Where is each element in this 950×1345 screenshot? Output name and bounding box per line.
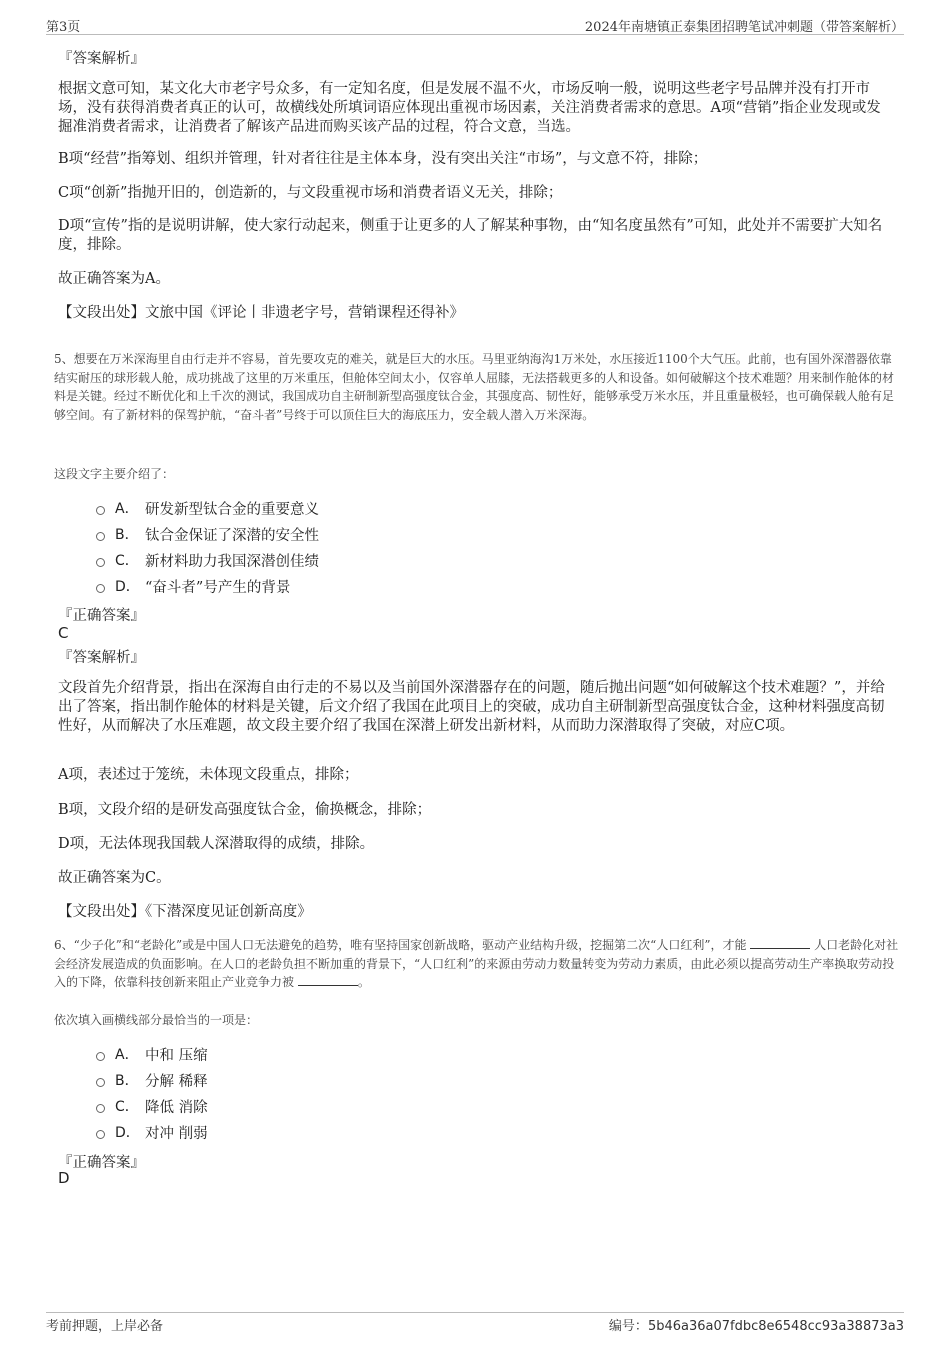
radio-icon[interactable] xyxy=(96,1078,105,1087)
option-text: “奋斗者”号产生的背景 xyxy=(145,579,291,596)
radio-icon[interactable] xyxy=(96,1052,105,1061)
option-key: A． xyxy=(115,501,139,517)
analysis-conclusion: 故正确答案为C。 xyxy=(58,870,171,886)
stem-part: 6、“少子化”和“老龄化”或是中国人口无法避免的趋势，唯有坚持国家创新战略，驱动产业结构升级，挖掘第二次“人口红利”，才能 xyxy=(54,938,747,952)
code-label: 编号： xyxy=(608,1319,648,1334)
option-a[interactable] xyxy=(96,1043,208,1065)
option-c[interactable] xyxy=(96,1095,208,1117)
radio-icon[interactable] xyxy=(96,532,105,541)
option-b[interactable] xyxy=(96,523,319,545)
correct-answer-label: 『正确答案』 xyxy=(58,608,145,624)
option-text: 降低 消除 xyxy=(145,1099,208,1116)
question-prompt: 依次填入画横线部分最恰当的一项是： xyxy=(54,1013,259,1027)
document-title: 2024年南塘镇正泰集团招聘笔试冲刺题（带答案解析） xyxy=(584,20,904,35)
correct-answer: D xyxy=(58,1169,70,1187)
option-text: 中和 压缩 xyxy=(145,1047,208,1064)
option-key: A． xyxy=(115,1047,139,1063)
correct-answer-label: 『正确答案』 xyxy=(58,1155,145,1171)
option-text: 新材料助力我国深潜创佳绩 xyxy=(145,553,319,570)
option-text: 分解 稀释 xyxy=(145,1073,208,1090)
option-text: 研发新型钛合金的重要意义 xyxy=(145,501,319,518)
option-key: B． xyxy=(115,527,139,543)
option-d[interactable] xyxy=(96,1121,208,1143)
question-stem xyxy=(54,936,899,992)
option-d[interactable] xyxy=(96,575,290,597)
analysis-paragraph: A项，表述过于笼统，未体现文段重点，排除； xyxy=(58,767,359,783)
option-key: D． xyxy=(115,1125,140,1141)
option-key: D． xyxy=(115,579,140,595)
option-text: 钛合金保证了深潜的安全性 xyxy=(145,527,319,544)
analysis-conclusion: 故正确答案为A。 xyxy=(58,271,170,287)
question-prompt: 这段文字主要介绍了： xyxy=(54,467,175,481)
radio-icon[interactable] xyxy=(96,584,105,593)
fill-blank xyxy=(298,973,358,986)
radio-icon[interactable] xyxy=(96,1104,105,1113)
option-a[interactable] xyxy=(96,497,319,519)
page-footer xyxy=(46,1312,904,1335)
analysis-paragraph: 根据文意可知，某文化大市老字号众多，有一定知名度，但是发展不温不火，市场反响一般，说明这些老字号品牌并没有打开市场，没有获得消费者真正的认可，故横线处所填词语应体现出重视市场因素，关注消费者需求的意思。A项“营销”指企业发现或发掘准消费者需求，让消费者了解该产品进而购买该产品的过程，符合文意，当选。 xyxy=(58,81,881,135)
footer-slogan: 考前押题，上岸必备 xyxy=(46,1319,164,1334)
stem-part: 人口老龄化对社会经济发展造成的负面影响。在人口的老龄负担不断加重的背景下，“人口红利”的来源由劳动力数量转变为劳动力素质，由此必须以提高劳动生产率换取劳动投入的下降，依靠科技创新来阻止产业竞争力被 xyxy=(54,938,899,989)
radio-icon[interactable] xyxy=(96,1130,105,1139)
analysis-label: 『答案解析』 xyxy=(58,51,145,67)
option-key: C． xyxy=(115,1099,139,1115)
option-key: C． xyxy=(115,553,139,569)
analysis-paragraph: D项“宣传”指的是说明讲解，使大家行动起来，侧重于让更多的人了解某种事物，由“知名度虽然有”可知，此处并不需要扩大知名度，排除。 xyxy=(58,218,883,253)
analysis-paragraph: C项“创新”指抛开旧的，创造新的，与文段重视市场和消费者语义无关，排除； xyxy=(58,185,563,201)
analysis-label: 『答案解析』 xyxy=(58,650,145,666)
radio-icon[interactable] xyxy=(96,558,105,567)
analysis-paragraph: B项，文段介绍的是研发高强度钛合金，偷换概念，排除； xyxy=(58,802,432,818)
option-c[interactable] xyxy=(96,549,319,571)
source-citation: 【文段出处】《下潜深度见证创新高度》 xyxy=(58,904,312,920)
page-header xyxy=(46,14,904,35)
radio-icon[interactable] xyxy=(96,506,105,515)
stem-part: 。 xyxy=(357,975,370,989)
document-code xyxy=(609,1315,904,1334)
option-b[interactable] xyxy=(96,1069,208,1091)
question-stem: 5、想要在万米深海里自由行走并不容易，首先要攻克的难关，就是巨大的水压。马里亚纳海沟1万米处，水压接近1100个大气压。此前，也有国外深潜器依靠结实耐压的球形载人舱，成功挑战了这里的万米重压，但舱体空间太小，仅容单人屈膝，无法搭载更多的人和设备。如何破解这个技术难题？用来制作舱体的材料是关键。经过不断优化和上千次的测试，我国成功自主研制新型高强度钛合金，其强度高、韧性好，能够承受万米水压，并且重量极轻，也可确保载人舱有足够空间。有了新材料的保驾护航，“奋斗者”号终于可以顶住巨大的海底压力，安全载人潜入万米深海。 xyxy=(54,352,895,422)
correct-answer: C xyxy=(58,624,69,642)
option-text: 对冲 削弱 xyxy=(145,1125,208,1142)
analysis-paragraph: B项“经营”指筹划、组织并管理，针对者往往是主体本身，没有突出关注“市场”，与文意不符，排除； xyxy=(58,151,708,167)
option-key: B． xyxy=(115,1073,139,1089)
page-number: 第3页 xyxy=(46,20,81,35)
source-citation: 【文段出处】文旅中国《评论丨非遗老字号，营销课程还得补》 xyxy=(58,305,464,321)
code-value: 5b46a36a07fdbc8e6548cc93a38873a3 xyxy=(647,1319,904,1334)
analysis-paragraph: 文段首先介绍背景，指出在深海自由行走的不易以及当前国外深潜器存在的问题，随后抛出问题“如何破解这个技术难题？”，并给出了答案，指出制作舱体的材料是关键，后文介绍了我国在此项目上的突破，成功自主研制新型高强度钛合金，这种材料强度高韧性好，从而解决了水压难题，故文段主要介绍了我国在深潜上研发出新材料，从而助力深潜取得了突破，对应C项。 xyxy=(58,680,885,734)
fill-blank xyxy=(750,936,810,949)
analysis-paragraph: D项，无法体现我国载人深潜取得的成绩，排除。 xyxy=(58,836,375,852)
